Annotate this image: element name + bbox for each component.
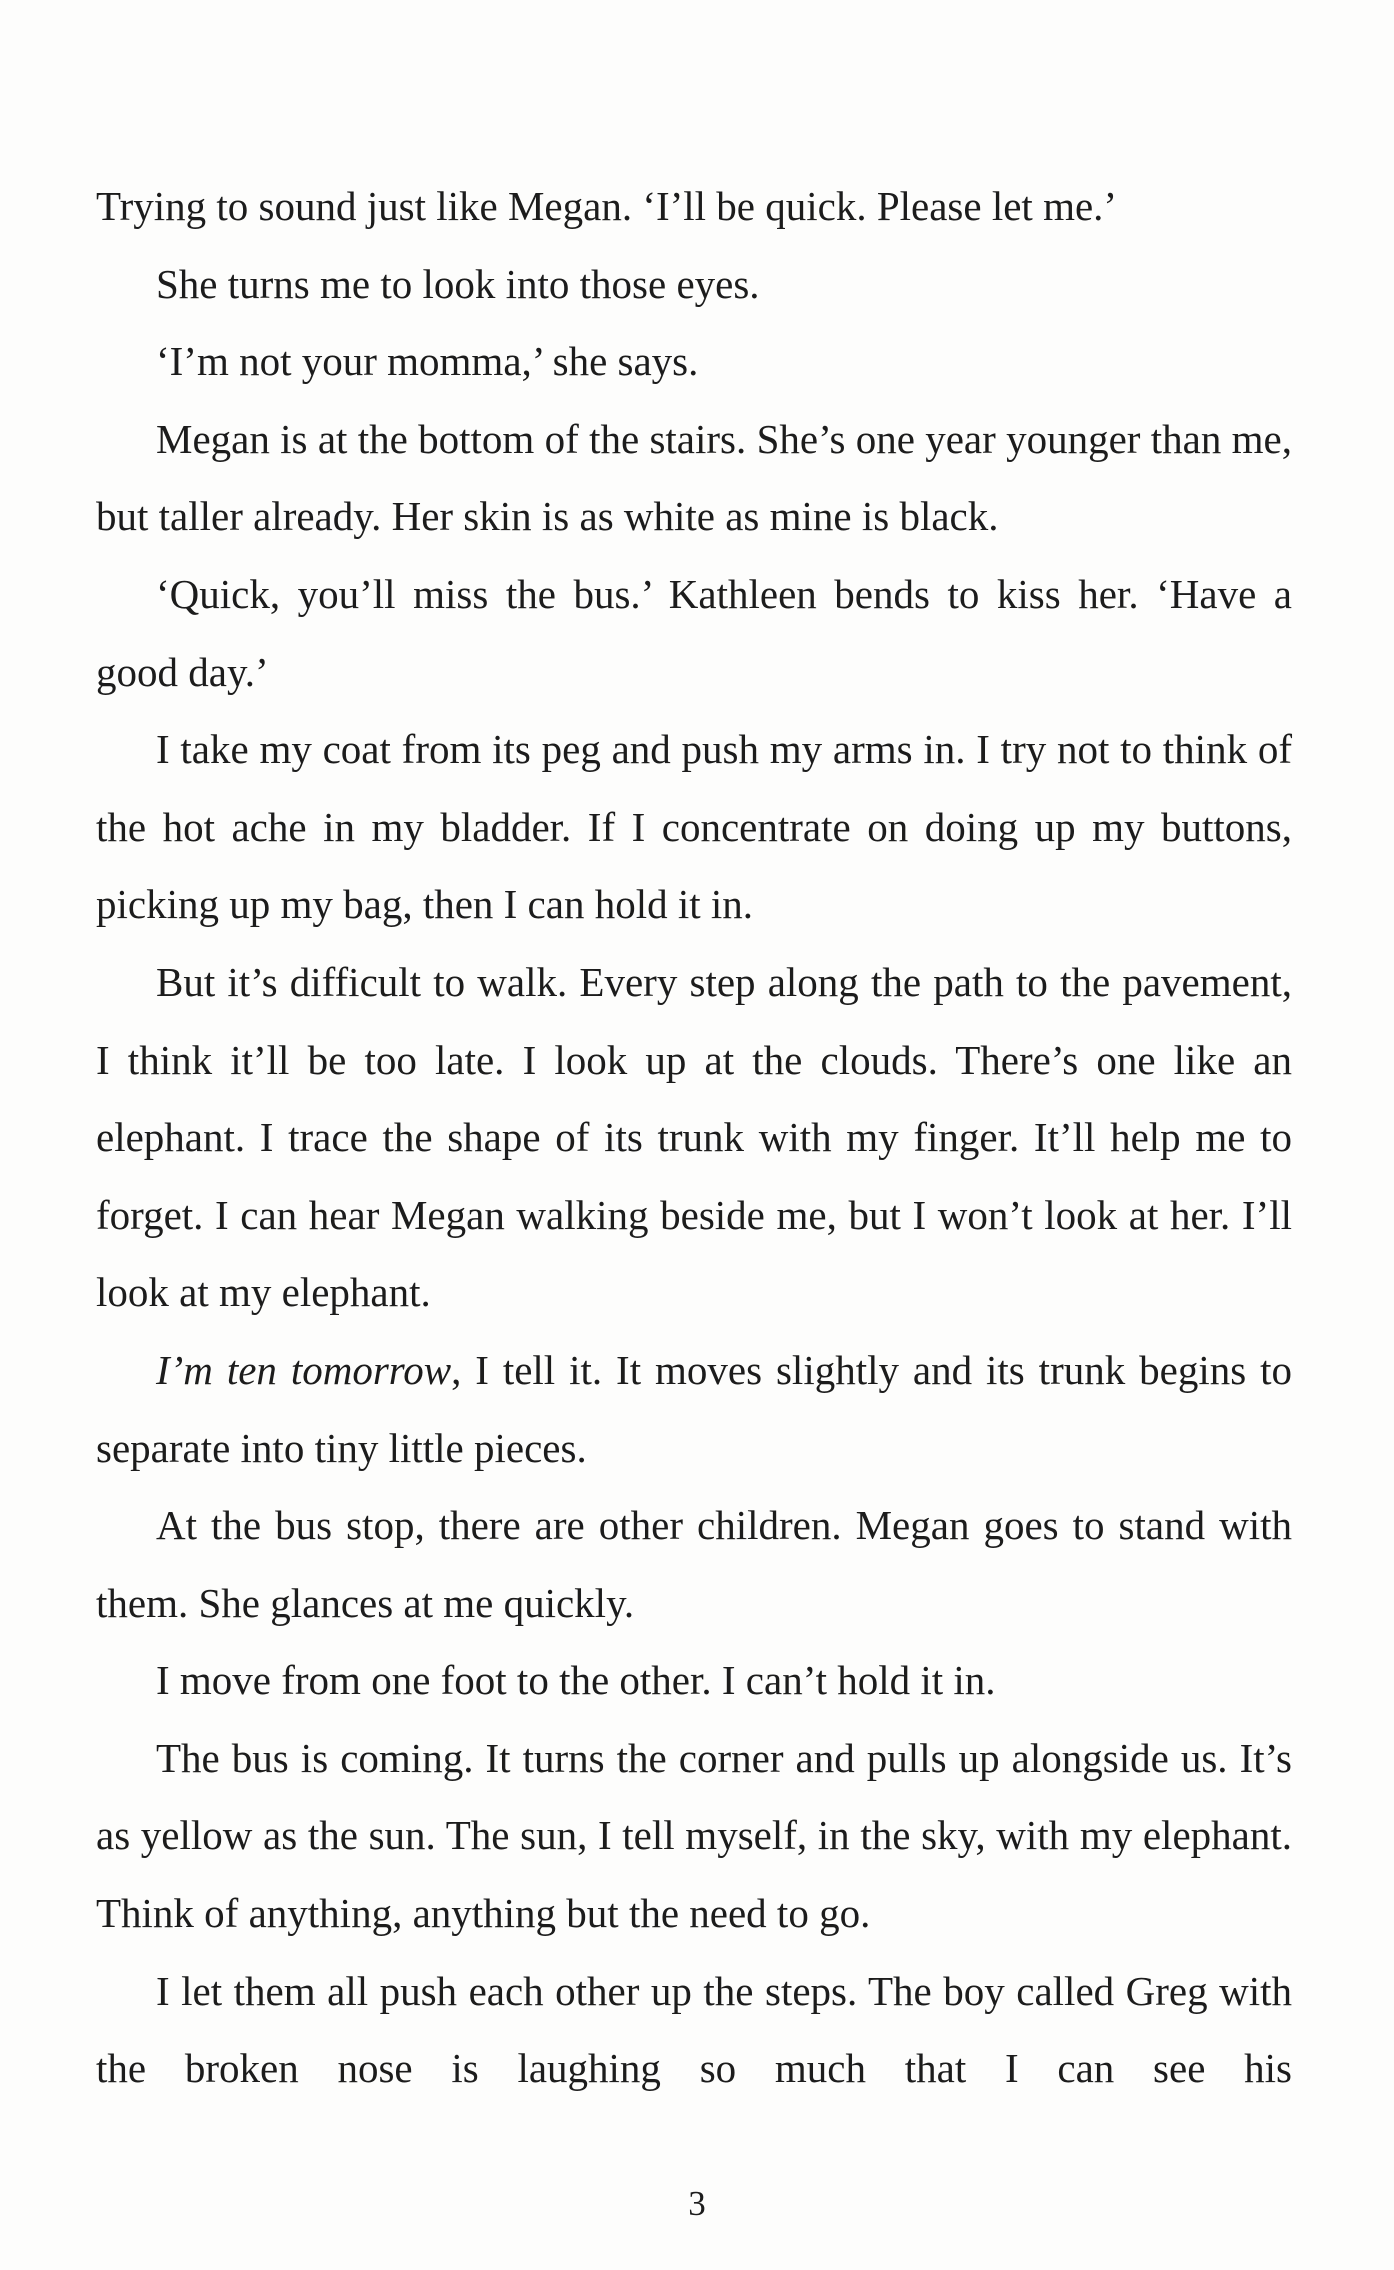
paragraph-7: But it’s difficult to walk. Every step along the path to the pavement, I think it’ll be too late. I look up at the clouds. There’s one like an elephant. I trace the shape of its trunk with my finger. It’ll help me to forget. I can hear Megan walking beside me, but I won’t look at her. I’ll look at my elephant. bbox=[96, 958, 1292, 1316]
paragraph-8-rest: , I tell it. It moves slightly and its trunk begins to separate into tiny little pieces. bbox=[96, 1346, 1292, 1471]
paragraph-8 bbox=[96, 1332, 1292, 1487]
paragraph-6: I take my coat from its peg and push my arms in. I try not to think of the hot ache in my bladder. If I concentrate on doing up my buttons, picking up my bag, then I can hold it in. bbox=[96, 726, 1292, 928]
body-text bbox=[96, 168, 1292, 2108]
paragraph-9: At the bus stop, there are other children. Megan goes to stand with them. She glances at me quickly. bbox=[96, 1502, 1292, 1626]
paragraph-11: The bus is coming. It turns the corner and pulls up alongside us. It’s as yellow as the sun. The sun, I tell myself, in the sky, with my elephant. Think of anything, anything but the need to go. bbox=[96, 1734, 1292, 1937]
paragraph-12: I let them all push each other up the steps. The boy called Greg with the broken nose is laughing so much that I can see his bbox=[96, 1967, 1292, 2092]
paragraph-5: ‘Quick, you’ll miss the bus.’ Kathleen bends to kiss her. ‘Have a good day.’ bbox=[96, 570, 1292, 695]
paragraph-2: She turns me to look into those eyes. bbox=[156, 260, 760, 307]
paragraph-1: Trying to sound just like Megan. ‘I’ll be quick. Please let me.’ bbox=[96, 183, 1118, 229]
italic-phrase: I’m ten tomorrow bbox=[156, 1346, 452, 1393]
page-number: 3 bbox=[688, 2184, 706, 2223]
paragraph-10: I move from one foot to the other. I can’t hold it in. bbox=[156, 1657, 996, 1704]
paragraph-4: Megan is at the bottom of the stairs. She’s one year younger than me, but taller already. Her skin is as white as mine is black. bbox=[96, 415, 1292, 540]
paragraph-3: ‘I’m not your momma,’ she says. bbox=[156, 338, 699, 385]
